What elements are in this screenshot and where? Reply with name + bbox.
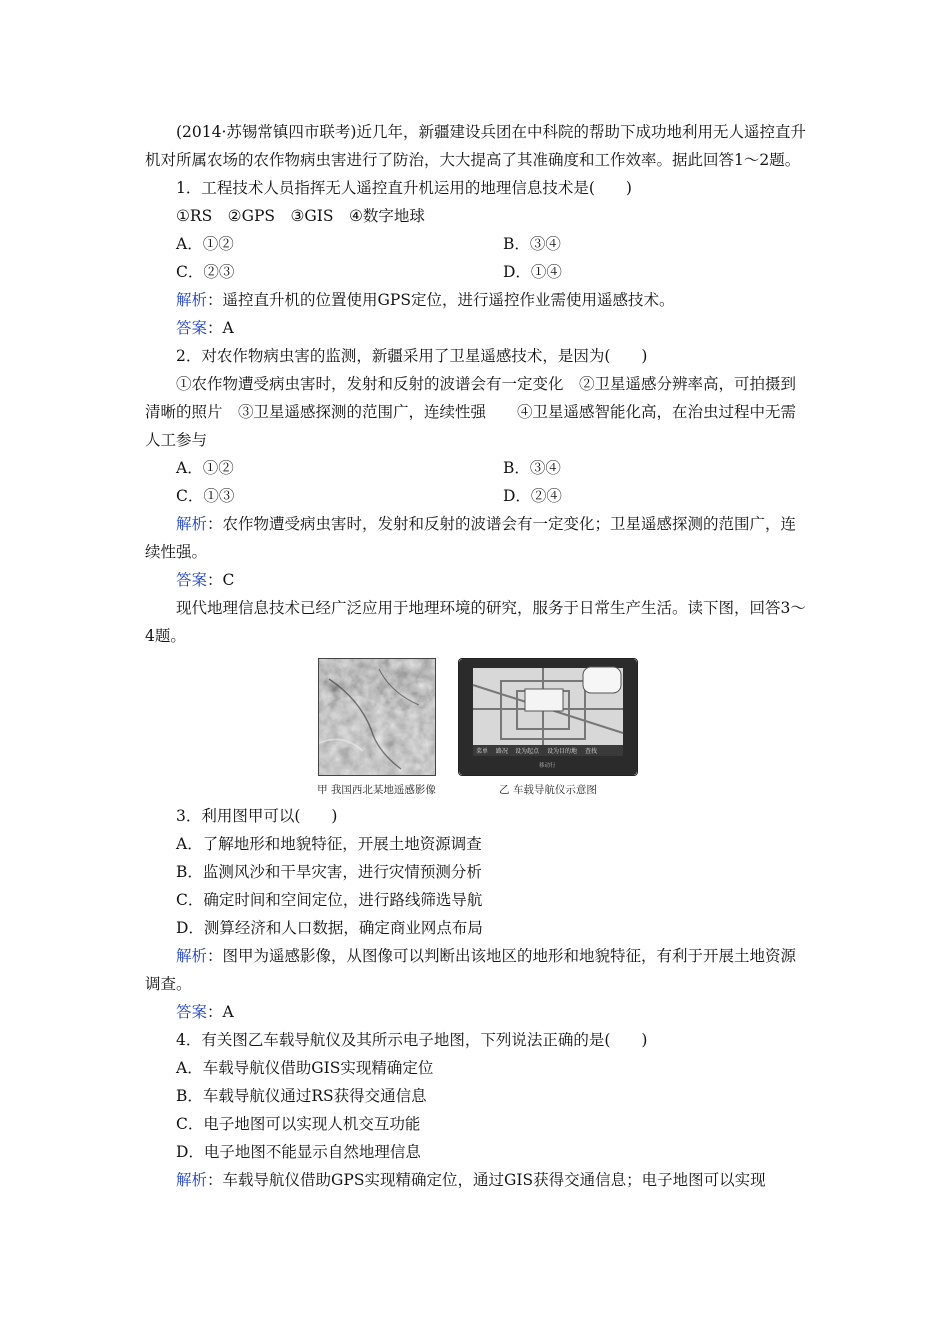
remote-sensing-image bbox=[318, 658, 436, 776]
q3-analysis: 解析：图甲为遥感影像，从图像可以判断出该地区的地形和地貌特征，有利于开展土地资源调查。 bbox=[145, 947, 797, 993]
q4-option-b: B．车载导航仪通过RS获得交通信息 bbox=[176, 1087, 427, 1105]
q1-option-d: D．①④ bbox=[503, 263, 562, 281]
caption-right: 乙 车载导航仪示意图 bbox=[499, 784, 597, 796]
q1-option-a: A．①② bbox=[176, 235, 234, 253]
q3-answer: 答案：A bbox=[176, 1003, 234, 1021]
q2-option-c: C．①③ bbox=[176, 487, 235, 505]
q2-option-b: B．③④ bbox=[503, 459, 561, 477]
q2-option-d: D．②④ bbox=[503, 487, 562, 505]
q4-option-d: D．电子地图不能显示自然地理信息 bbox=[176, 1143, 421, 1161]
analysis-label: 解析 bbox=[176, 515, 208, 533]
q2-options-row-2 bbox=[145, 482, 810, 510]
nav-button-traffic: 路况 bbox=[495, 748, 508, 755]
analysis-label: 解析 bbox=[176, 1171, 208, 1189]
analysis-label: 解析 bbox=[176, 291, 208, 309]
q1-answer: 答案：A bbox=[176, 319, 234, 337]
q3-option-a: A．了解地形和地貌特征，开展土地资源调查 bbox=[176, 835, 482, 853]
q1-stem: 1．工程技术人员指挥无人遥控直升机运用的地理信息技术是( ) bbox=[176, 179, 632, 197]
q1-option-b: B．③④ bbox=[503, 235, 561, 253]
q3-option-d: D．测算经济和人口数据，确定商业网点布局 bbox=[176, 919, 483, 937]
figure-right bbox=[458, 658, 638, 798]
q2-analysis: 解析：农作物遭受病虫害时，发射和反射的波谱会有一定变化；卫星遥感探测的范围广，连续性强。 bbox=[145, 515, 797, 561]
q3-stem: 3．利用图甲可以( ) bbox=[176, 807, 338, 825]
q4-option-a: A．车载导航仪借助GIS实现精确定位 bbox=[176, 1059, 434, 1077]
answer-label: 答案 bbox=[176, 1003, 208, 1021]
analysis-label: 解析 bbox=[176, 947, 208, 965]
q4-stem: 4．有关图乙车载导航仪及其所示电子地图，下列说法正确的是( ) bbox=[176, 1031, 648, 1049]
nav-button-set-start: 设为起点 bbox=[514, 748, 539, 755]
q2-option-a: A．①② bbox=[176, 459, 234, 477]
q2-items: ①农作物遭受病虫害时，发射和反射的波谱会有一定变化 ②卫星遥感分辨率高，可拍摄到清晰的照片 ③卫星遥感探测的范围广，连续性强 ④卫星遥感智能化高，在治虫过程中无需人工参与 bbox=[145, 375, 797, 449]
nav-button-menu: 菜单 bbox=[475, 748, 488, 755]
document-page bbox=[145, 118, 810, 1194]
q1-option-c: C．②③ bbox=[176, 263, 235, 281]
q2-stem: 2．对农作物病虫害的监测，新疆采用了卫星遥感技术，是因为( ) bbox=[176, 347, 648, 365]
figure bbox=[145, 658, 810, 798]
q1-analysis: 解析：遥控直升机的位置使用GPS定位，进行遥控作业需使用遥感技术。 bbox=[176, 291, 675, 309]
device-brand: 移动行 bbox=[538, 763, 556, 769]
q1-options-row-2 bbox=[145, 258, 810, 286]
intro-paragraph-1: (2014·苏锡常镇四市联考)近几年，新疆建设兵团在中科院的帮助下成功地利用无人遥控直升机对所属农场的农作物病虫害进行了防治，大大提高了其准确度和工作效率。据此回答1～2题。 bbox=[145, 123, 806, 169]
car-navigation-device bbox=[458, 658, 638, 776]
answer-label: 答案 bbox=[176, 319, 208, 337]
q1-items: ①RS ②GPS ③GIS ④数字地球 bbox=[176, 207, 425, 225]
nav-button-set-destination: 设为目的地 bbox=[546, 748, 577, 755]
intro-paragraph-2: 现代地理信息技术已经广泛应用于地理环境的研究，服务于日常生产生活。读下图，回答3～4题。 bbox=[145, 599, 806, 645]
q2-answer: 答案：C bbox=[176, 571, 235, 589]
caption-left: 甲 我国西北某地遥感影像 bbox=[317, 784, 436, 796]
nav-button-search: 查找 bbox=[584, 748, 597, 755]
q3-option-b: B．监测风沙和干旱灾害，进行灾情预测分析 bbox=[176, 863, 482, 881]
figure-left bbox=[317, 658, 436, 798]
answer-label: 答案 bbox=[176, 571, 208, 589]
q3-option-c: C．确定时间和空间定位，进行路线筛选导航 bbox=[176, 891, 483, 909]
q2-options-row-1 bbox=[145, 454, 810, 482]
q4-analysis: 解析：车载导航仪借助GPS实现精确定位，通过GIS获得交通信息；电子地图可以实现 bbox=[176, 1171, 766, 1189]
q4-option-c: C．电子地图可以实现人机交互功能 bbox=[176, 1115, 421, 1133]
q1-options-row-1 bbox=[145, 230, 810, 258]
